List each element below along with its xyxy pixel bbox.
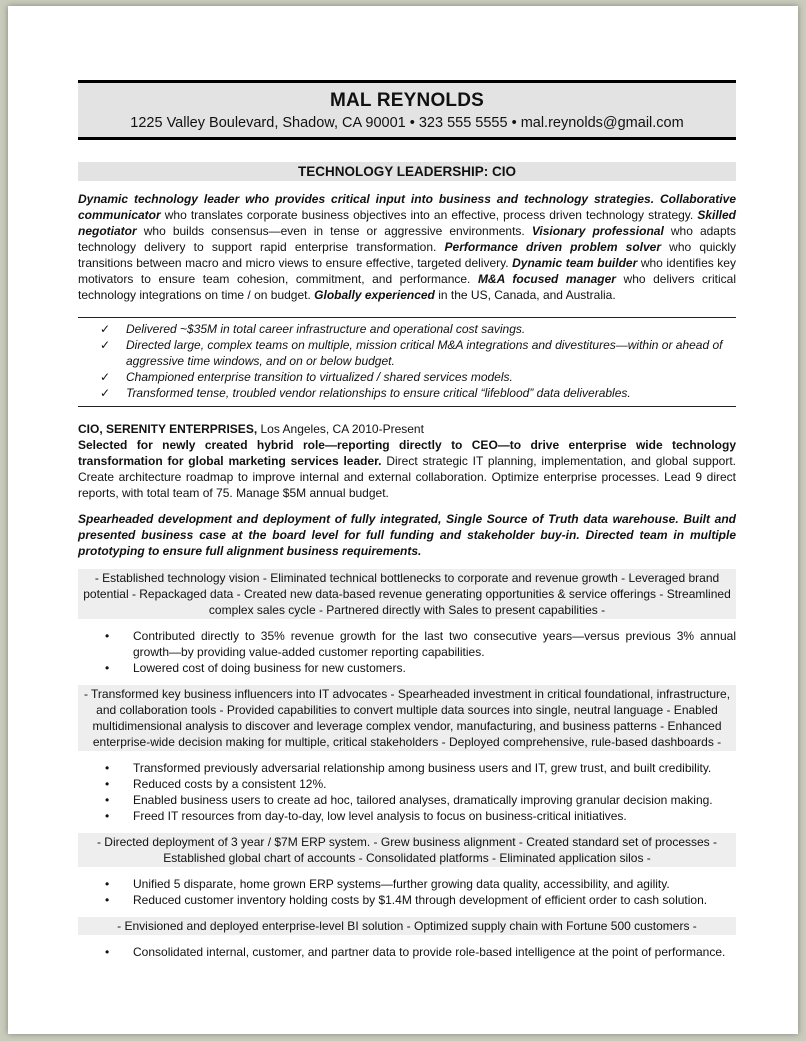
job-heading xyxy=(78,421,736,437)
achievement-text: Freed IT resources from day-to-day, low level analysis to focus on business-critical initiatives. xyxy=(133,809,627,823)
section-title: TECHNOLOGY LEADERSHIP: CIO xyxy=(78,162,736,181)
achievement-text: Consolidated internal, customer, and partner data to provide role-based intelligence at the point of performance. xyxy=(133,945,726,959)
bullet-icon: • xyxy=(105,945,110,959)
achievement-text: Transformed previously adversarial relationship among business users and IT, grew trust, and built credibility. xyxy=(133,761,712,775)
summary-text: who quickly transitions between macro and micro views to ensure effective, targeted delivery. xyxy=(78,240,736,270)
highlights-block xyxy=(78,313,736,411)
bullet-icon: • xyxy=(105,661,110,675)
highlights-list xyxy=(78,321,736,401)
summary-text: who identifies key motivators to ensure team cohesion, commitment, and performance. xyxy=(78,256,736,286)
achievement-item xyxy=(78,876,736,892)
resume-page xyxy=(8,6,798,1034)
summary-text: who translates corporate business objectives into an effective, process driven technology strategy. xyxy=(160,208,698,222)
highlight-item xyxy=(78,321,736,337)
achievement-item xyxy=(78,792,736,808)
checkmark-icon: ✓ xyxy=(100,322,111,336)
highlight-item xyxy=(78,337,736,369)
achievement-text: Reduced costs by a consistent 12%. xyxy=(133,777,327,791)
summary-text: who builds consensus—even in tense or aggressive environments. xyxy=(136,224,532,238)
summary-text: in the US, Canada, and Australia. xyxy=(434,288,616,302)
header-band xyxy=(78,80,736,140)
bottom-divider xyxy=(78,406,736,407)
achievement-item xyxy=(78,892,736,908)
achievement-item xyxy=(78,808,736,824)
achievement-item xyxy=(78,660,736,676)
candidate-name: MAL REYNOLDS xyxy=(329,90,485,111)
summary-emphasis: Dynamic technology leader who provides critical input into business and technology strategies. Collaborative communicator xyxy=(78,192,736,222)
summary-text: who delivers critical technology integrations on time / on budget. xyxy=(78,272,736,302)
achievement-bullets xyxy=(78,944,736,960)
job-location-dates: Los Angeles, CA 2010-Present xyxy=(257,422,424,436)
summary-emphasis: Globally experienced xyxy=(314,288,435,302)
summary-text: who adapts technology delivery to support rapid enterprise transformation. xyxy=(78,224,736,254)
bullet-icon: • xyxy=(105,793,110,807)
highlight-item xyxy=(78,385,736,401)
summary-emphasis: Dynamic team builder xyxy=(512,256,638,270)
highlight-item xyxy=(78,369,736,385)
resume-content xyxy=(78,6,736,969)
achievement-item xyxy=(78,776,736,792)
job-description xyxy=(78,437,736,501)
achievement-summary: - Established technology vision - Eliminated technical bottlenecks to corporate and revenue growth - Leveraged brand potential - Repackaged data - Created new data-based revenue generating opportunities & service offerings - Streamlined complex sales cycle - Partnered directly with Sales to present capabilities - xyxy=(78,569,736,619)
top-divider xyxy=(78,317,736,318)
checkmark-icon: ✓ xyxy=(100,370,111,384)
job-lead-bold: Selected for newly created hybrid role—reporting directly to CEO—to drive enterprise wide technology transformation for global marketing services leader. xyxy=(78,438,736,468)
achievement-bullets xyxy=(78,628,736,676)
achievement-bullets xyxy=(78,876,736,908)
checkmark-icon: ✓ xyxy=(100,386,111,400)
job-lead-rest: Direct strategic IT planning, implementation, and global support. Create architecture roadmap to improve internal and external collaboration. Optimize enterprise processes. Lead 9 direct reports, with total team of 75. Manage $5M annual budget. xyxy=(78,454,736,500)
achievement-groups xyxy=(78,569,736,960)
achievement-text: Lowered cost of doing business for new customers. xyxy=(133,661,406,675)
checkmark-icon: ✓ xyxy=(100,338,111,352)
achievement-summary: - Directed deployment of 3 year / $7M ERP system. - Grew business alignment - Created standard set of processes - Established global chart of accounts - Consolidated platforms - Eliminated application silos - xyxy=(78,833,736,867)
bullet-icon: • xyxy=(105,629,110,643)
achievement-text: Enabled business users to create ad hoc, tailored analyses, dramatically improving granular decision making. xyxy=(133,793,713,807)
contact-line: 1225 Valley Boulevard, Shadow, CA 90001 • 323 555 5555 • mal.reynolds@gmail.com xyxy=(130,115,684,131)
highlight-text: Delivered ~$35M in total career infrastructure and operational cost savings. xyxy=(126,322,526,336)
highlight-text: Directed large, complex teams on multiple, mission critical M&A integrations and divestitures—within or ahead of aggressive time windows, and on or below budget. xyxy=(126,338,723,368)
achievement-bullets xyxy=(78,760,736,824)
summary-emphasis: Skilled negotiator xyxy=(78,208,736,238)
achievement-item xyxy=(78,760,736,776)
summary-paragraph xyxy=(78,191,736,303)
summary-emphasis: Performance driven problem solver xyxy=(444,240,662,254)
spearheaded-paragraph: Spearheaded development and deployment of fully integrated, Single Source of Truth data warehouse. Built and presented business case at the board level for full funding and stakeholder buy-in. Directed team in multiple prototyping to ensure full alignment business requirements. xyxy=(78,512,736,558)
highlight-text: Championed enterprise transition to virtualized / shared services models. xyxy=(126,370,513,384)
bullet-icon: • xyxy=(105,777,110,791)
achievement-text: Unified 5 disparate, home grown ERP systems—further growing data quality, accessibility, and agility. xyxy=(133,877,670,891)
achievement-text: Reduced customer inventory holding costs by $1.4M through development of efficient order to cash solution. xyxy=(133,893,708,907)
achievement-text: Contributed directly to 35% revenue growth for the last two consecutive years—versus previous 3% annual growth—by providing value-added customer reporting capabilities. xyxy=(133,629,736,659)
achievement-summary: - Envisioned and deployed enterprise-level BI solution - Optimized supply chain with Fortune 500 customers - xyxy=(78,917,736,935)
bullet-icon: • xyxy=(105,893,110,907)
bullet-icon: • xyxy=(105,877,110,891)
bullet-icon: • xyxy=(105,809,110,823)
achievement-item xyxy=(78,944,736,960)
summary-emphasis: M&A focused manager xyxy=(477,272,616,286)
highlight-text: Transformed tense, troubled vendor relationships to ensure critical “lifeblood” data deliverables. xyxy=(126,386,631,400)
achievement-summary: - Transformed key business influencers into IT advocates - Spearheaded investment in critical foundational, infrastructure, and collaboration tools - Provided capabilities to convert multiple data sources into single, neutral language - Enabled multidimensional analysis to discover and leverage complex vendor, manufacturing, and business patterns - Enhanced enterprise-wide decision making for multiple, critical stakeholders - Deployed comprehensive, rule-based dashboards - xyxy=(78,685,736,751)
achievement-item xyxy=(78,628,736,660)
bullet-icon: • xyxy=(105,761,110,775)
summary-emphasis: Visionary professional xyxy=(531,224,664,238)
job-title: CIO, SERENITY ENTERPRISES, xyxy=(78,422,258,436)
